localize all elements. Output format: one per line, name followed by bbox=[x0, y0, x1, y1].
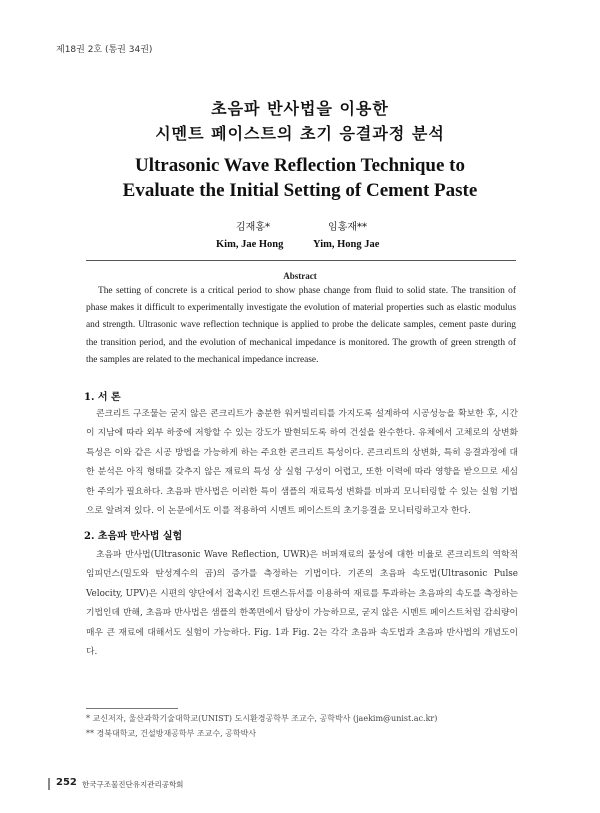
korean-title-line1: 초음파 반사법을 이용한 bbox=[211, 99, 389, 118]
footnote-2: ** 경북대학교, 건설방재공학부 조교수, 공학박사 bbox=[86, 729, 257, 738]
journal-name: 한국구조물진단유지관리공학회 bbox=[82, 780, 184, 789]
english-title-line2: Evaluate the Initial Setting of Cement Paste bbox=[122, 180, 478, 201]
section-1-text: 콘크리트 구조물는 굳지 않은 콘크리트가 충분한 워커빌리티를 가지도록 설계하여 시공성능을 확보한 후, 시간이 지남에 따라 외부 하중에 저항할 수 있는 강도가 발현되도록 하여 건설을 완수한다. 유체에서 고체로의 상변화 특성은 이와 같은 시공 방법을 가능하게 하는 주요한 콘크리트 특성이다. 콘크리트의 상변화, 특히 응결과정에 대한 분석은 아직 형태를 갖추지 않은 재료의 특성 상 실험 구성이 어렵고, 또한 이력에 따라 영향을 받으므로 세심한 주의가 필요하다. 초음파 반사법은 이러한 특이 샘플의 재료특성 변화를 비파괴 모니터링할 수 있는 실험 기법으로 알려져 있다. 이 논문에서도 이를 적용하여 시멘트 페이스트의 초기응결을 모니터링하고자 한다. bbox=[86, 409, 518, 517]
abstract-text: The setting of concrete is a critical period to show phase change from fluid to solid state. The transition of phase makes it difficult to experimentally investigate the evolution of material properties such as elastic modulus and strength. Ultrasonic wave reflection technique is applied to probe the delicate samples, cement paste during the transition period, and the evolution of mechanical impedance is monitored. The growth of green strength of the samples are related to the mechanical impedance increase. bbox=[86, 286, 516, 365]
page-marker bbox=[48, 778, 50, 790]
header-rule bbox=[86, 260, 516, 261]
section-2-heading: 2. 초음파 반사법 실험 bbox=[84, 531, 183, 542]
abstract-heading: Abstract bbox=[283, 271, 317, 281]
section-2-text: 초음파 반사법(Ultrasonic Wave Reflection, UWR)은 버퍼재료의 물성에 대한 비율로 콘크리트의 역학적 임피던스(밀도와 탄성계수의 곱)의 증가를 측정하는 기법이다. 기존의 초음파 속도법(Ultrasonic Pulse Velocity, UPV)은 시편의 양단에서 접촉시킨 트랜스듀서를 이용하여 재료를 투과하는 초음파의 속도를 측정하는 기법인데 반해, 초음파 반사법은 샘플의 한쪽면에서 탐상이 가능하므로, 굳지 않은 시멘트 페이스트처럼 감쇠량이 매우 큰 재료에 대해서도 실험이 가능하다. Fig. 1과 Fig. 2는 각각 초음파 속도법과 초음파 반사법의 개념도이다. bbox=[86, 550, 518, 658]
korean-title-line2: 시멘트 페이스트의 초기 응결과정 분석 bbox=[155, 124, 445, 143]
author-2-korean: 임홍재** bbox=[328, 222, 367, 233]
issue-info: 제18권 2호 (통권 34권) bbox=[56, 45, 153, 55]
footnote-1: * 교신저자, 울산과학기술대학교(UNIST) 도시환경공학부 조교수, 공학박사 (jaekim@unist.ac.kr) bbox=[86, 714, 438, 723]
author-2-english: Yim, Hong Jae bbox=[313, 239, 380, 250]
footnote-rule bbox=[86, 708, 178, 709]
author-1-english: Kim, Jae Hong bbox=[216, 239, 284, 250]
author-1-korean: 김재홍* bbox=[236, 222, 270, 233]
page-number: 252 bbox=[56, 777, 77, 788]
english-title-line1: Ultrasonic Wave Reflection Technique to bbox=[134, 155, 466, 176]
section-1-heading: 1. 서 론 bbox=[84, 392, 121, 403]
